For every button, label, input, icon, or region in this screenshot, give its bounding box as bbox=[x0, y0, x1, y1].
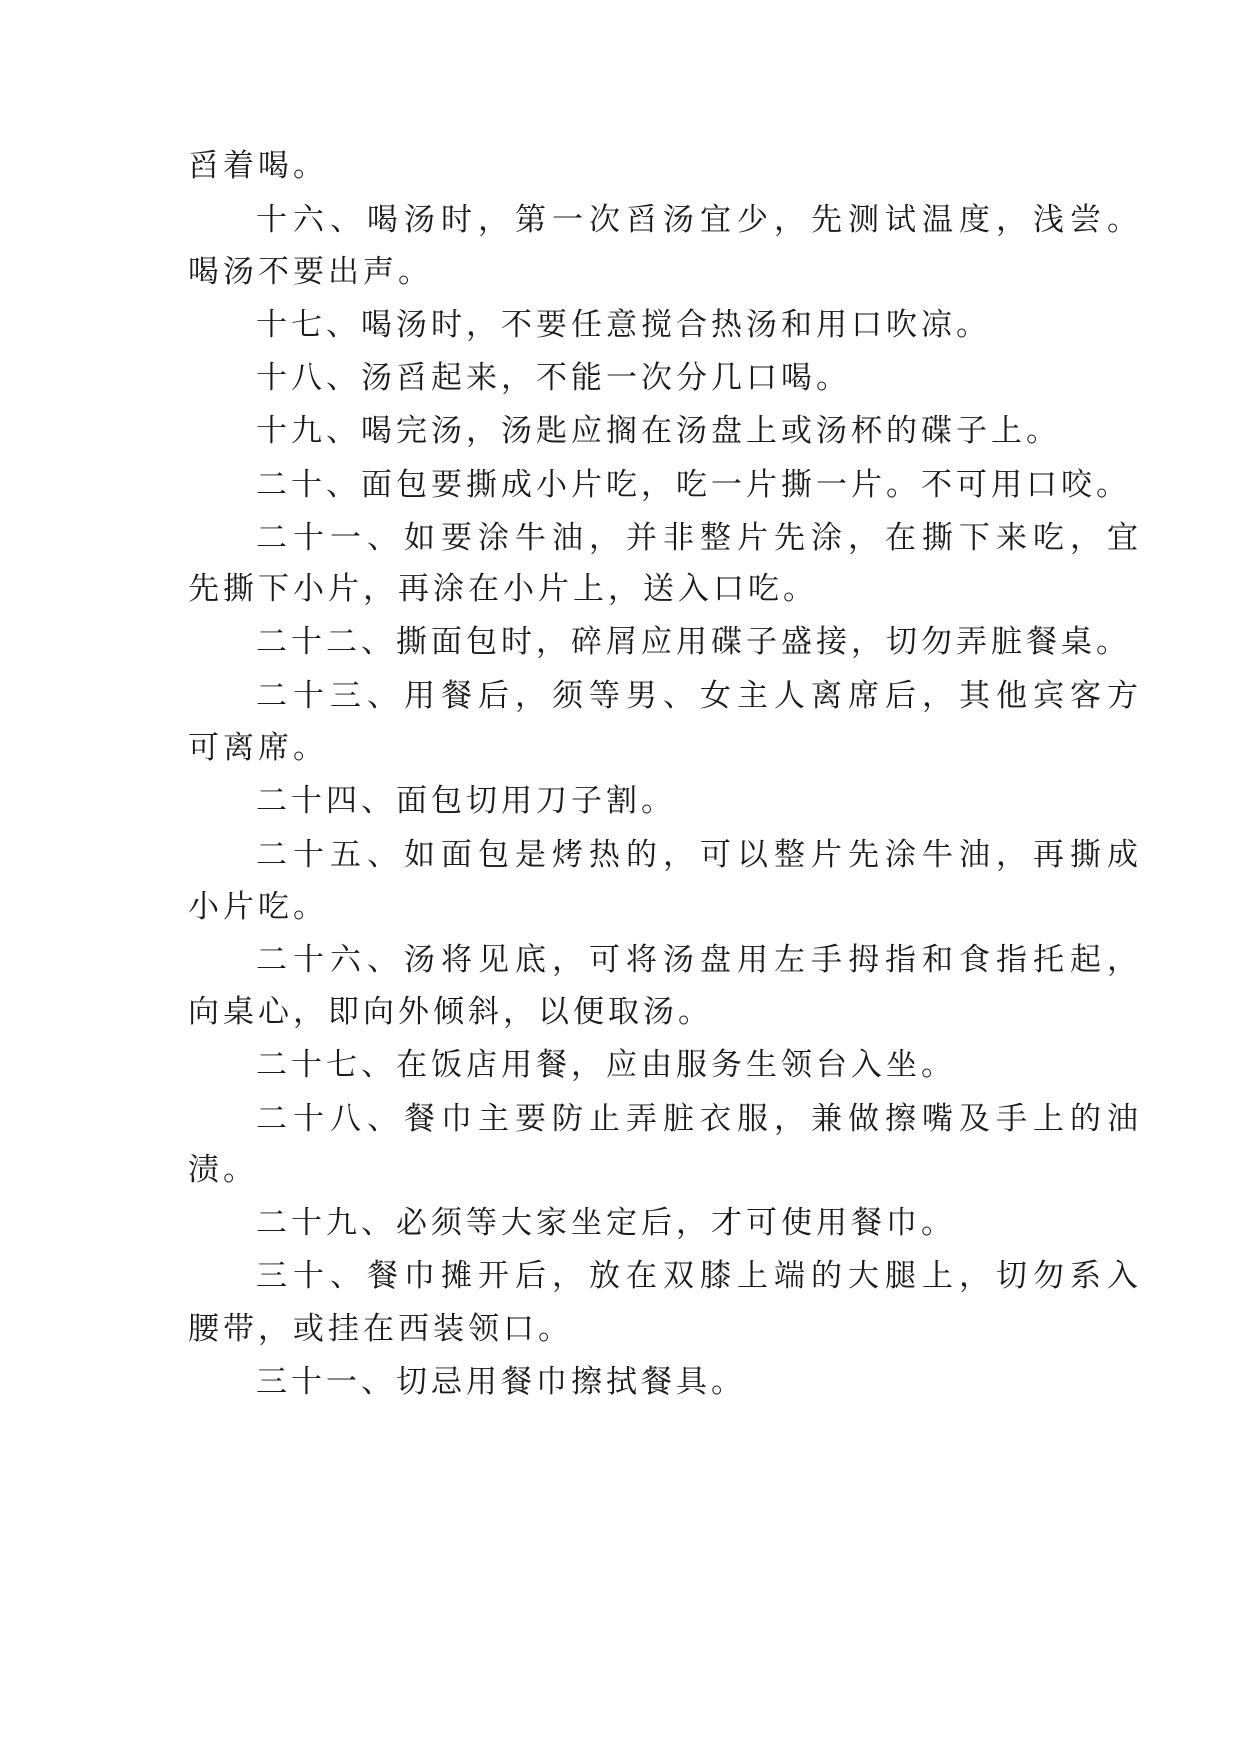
text-line: 二十五、如面包是烤热的，可以整片先涂牛油，再撕成 bbox=[256, 837, 1144, 873]
text-line: 十八、汤舀起来，不能一次分几口喝。 bbox=[256, 360, 851, 396]
text-line: 二十四、面包切用刀子割。 bbox=[256, 783, 676, 819]
text-line: 二十三、用餐后，须等男、女主人离席后，其他宾客方 bbox=[256, 678, 1144, 714]
text-line: 二十八、餐巾主要防止弄脏衣服，兼做擦嘴及手上的油 bbox=[256, 1101, 1144, 1137]
text-line: 二十七、在饭店用餐，应由服务生领台入坐。 bbox=[256, 1047, 956, 1083]
text-line: 腰带，或挂在西装领口。 bbox=[188, 1311, 573, 1347]
text-line: 二十二、撕面包时，碎屑应用碟子盛接，切勿弄脏餐桌。 bbox=[256, 624, 1131, 660]
text-line: 十九、喝完汤，汤匙应搁在汤盘上或汤杯的碟子上。 bbox=[256, 413, 1061, 449]
text-line: 二十一、如要涂牛油，并非整片先涂，在撕下来吃，宜 bbox=[256, 520, 1144, 556]
text-line: 十六、喝汤时，第一次舀汤宜少，先测试温度，浅尝。 bbox=[256, 202, 1144, 238]
text-line: 舀着喝。 bbox=[188, 148, 328, 184]
text-line: 三十、餐巾摊开后，放在双膝上端的大腿上，切勿系入 bbox=[256, 1258, 1144, 1294]
text-line: 可离席。 bbox=[188, 730, 328, 766]
text-line: 二十、面包要撕成小片吃，吃一片撕一片。不可用口咬。 bbox=[256, 467, 1131, 503]
text-line: 先撕下小片，再涂在小片上，送入口吃。 bbox=[188, 571, 818, 607]
text-line: 小片吃。 bbox=[188, 889, 328, 925]
text-line: 二十九、必须等大家坐定后，才可使用餐巾。 bbox=[256, 1205, 956, 1241]
text-line: 十七、喝汤时，不要任意搅合热汤和用口吹凉。 bbox=[256, 307, 991, 343]
text-line: 向桌心，即向外倾斜，以便取汤。 bbox=[188, 994, 713, 1030]
text-line: 渍。 bbox=[188, 1152, 258, 1188]
text-line: 三十一、切忌用餐巾擦拭餐具。 bbox=[256, 1364, 746, 1400]
text-line: 二十六、汤将见底，可将汤盘用左手拇指和食指托起， bbox=[256, 942, 1144, 978]
text-line: 喝汤不要出声。 bbox=[188, 254, 433, 290]
